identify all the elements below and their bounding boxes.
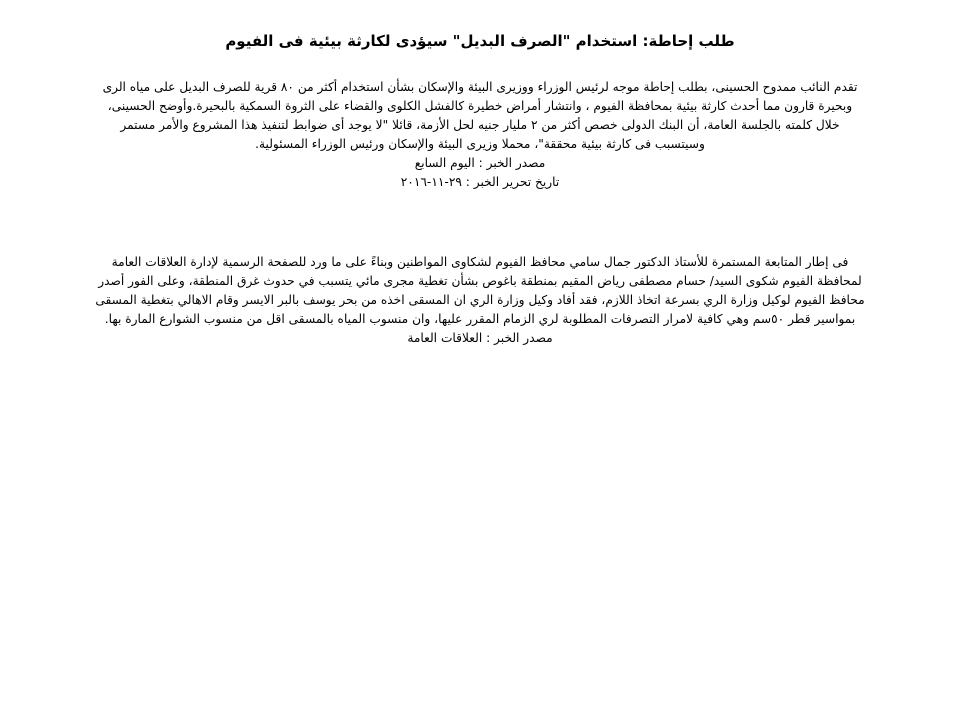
- article-1-source: مصدر الخبر : اليوم السابع: [414, 156, 546, 170]
- article-1-line: وبحيرة قارون مما أحدث كارثة بيئية بمحافظة الفيوم ، وانتشار أمراض خطيرة كالفشل الكلوى والقضاء على الثروة السمكية بالبحيرة.وأوضح الحسينى،: [107, 99, 853, 113]
- article-1-date: تاريخ تحرير الخبر : ٢٩-١١-٢٠١٦: [400, 175, 560, 189]
- article-1-line: خلال كلمته بالجلسة العامة، أن البنك الدولى خصص أكثر من ٢ مليار جنيه لحل الأزمة، قائلا "لا يوجد أى ضوابط لتنفيذ هذا المشروع والأمر مستمر: [120, 118, 840, 132]
- article-1-line: وسيتسبب فى كارثة بيئية محققة"، محملا وزيرى البيئة والإسكان ورئيس الوزراء المسئولية.: [255, 137, 705, 151]
- article-2-line: لمحافظة الفيوم شكوى السيد/ حسام مصطفى رياض المقيم بمنطقة باغوص بشأن تغطية مجرى مائي يتسبب في حدوث غرق المنطقة، وعلى الفور أصدر: [98, 274, 862, 288]
- article-2-source: مصدر الخبر : العلاقات العامة: [407, 331, 553, 345]
- article-2-line: محافظ الفيوم لوكيل وزارة الري بسرعة اتخاذ اللازم، فقد أفاد وكيل وزارة الري ان المسقى اخذه من بحر يوسف بالبر الايسر وقام الاهالي بتغطية المسقى: [95, 293, 865, 307]
- article-2: [30, 253, 930, 348]
- article-2-line: فى إطار المتابعة المستمرة للأستاذ الدكتور جمال سامي محافظ الفيوم لشكاوى المواطنين وبناءً على ما ورد للصفحة الرسمية لإدارة العلاقات العامة: [111, 255, 849, 269]
- article-title: طلب إحاطة: استخدام "الصرف البديل" سيؤدى لكارثة بيئية فى الفيوم: [225, 32, 735, 50]
- article-1-line: تقدم النائب ممدوح الحسينى، بطلب إحاطة موجه لرئيس الوزراء ووزيرى البيئة والإسكان بشأن استخدام أكثر من ٨٠ قرية للصرف البديل على مياه الرى: [102, 80, 858, 94]
- article-1: [30, 78, 930, 192]
- article-2-line: بمواسير قطر ٥٠سم وهي كافية لامرار التصرفات المطلوبة لري الزمام المقرر عليها، وان منسوب المياه بالمسقى اقل من منسوب الشوارع المارة بها.: [104, 312, 856, 326]
